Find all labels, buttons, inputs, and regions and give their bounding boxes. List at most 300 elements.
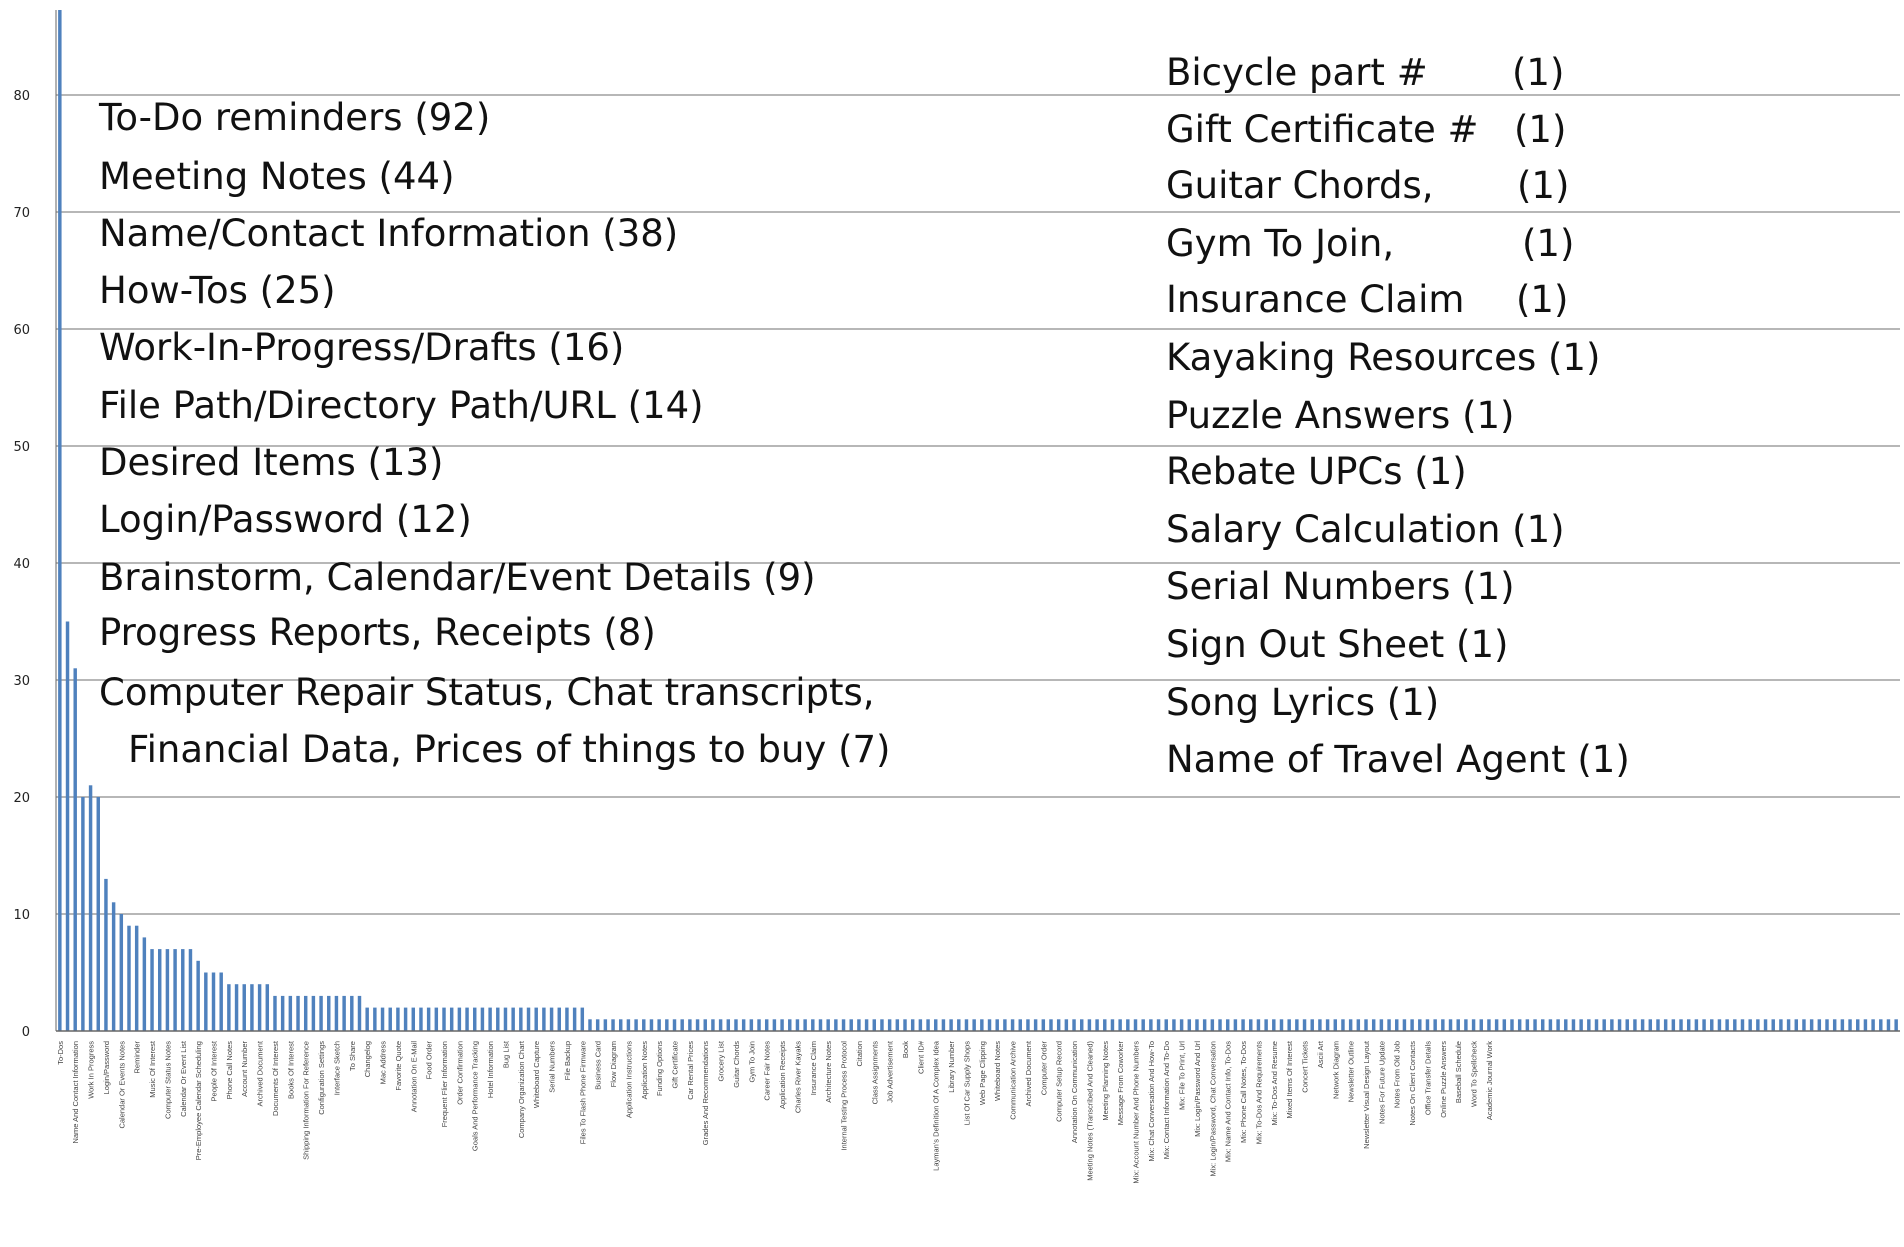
bar — [1779, 1019, 1782, 1031]
bar — [865, 1019, 868, 1031]
bar — [404, 1008, 407, 1031]
right-list-count: (1) — [1517, 164, 1570, 207]
x-tick-label: Car Rental Prices — [685, 1041, 695, 1100]
bar — [381, 1008, 384, 1031]
bar — [1679, 1019, 1682, 1031]
x-tick-label: Academic Journal Work — [1484, 1041, 1494, 1121]
x-tick-label: Configuration Settings — [317, 1041, 327, 1115]
bar — [911, 1019, 914, 1031]
x-tick-label: Citation — [854, 1041, 864, 1067]
bar — [1211, 1019, 1214, 1031]
bar — [1549, 1019, 1552, 1031]
bar — [227, 984, 230, 1031]
bar — [1564, 1019, 1567, 1031]
bar — [89, 785, 92, 1031]
bar — [1503, 1019, 1506, 1031]
bar — [1833, 1019, 1836, 1031]
y-tick-label: 50 — [13, 440, 30, 455]
left-list-item: Progress Reports, Receipts (8) — [99, 611, 656, 654]
bar — [450, 1008, 453, 1031]
bar — [1272, 1019, 1275, 1031]
bar — [1218, 1019, 1221, 1031]
bar — [1003, 1019, 1006, 1031]
bar — [350, 996, 353, 1031]
x-tick-label: Funding Options — [655, 1041, 665, 1097]
x-tick-label: Notes On Client Contacts — [1408, 1041, 1418, 1126]
bar — [1011, 1019, 1014, 1031]
bar — [873, 1019, 876, 1031]
left-list-item: Desired Items (13) — [99, 441, 444, 484]
bar — [1234, 1019, 1237, 1031]
x-tick-label: Concert Tickets — [1300, 1041, 1310, 1093]
bar — [66, 622, 69, 1032]
bar — [1848, 1019, 1851, 1031]
right-list-item: Rebate UPCs (1) — [1166, 450, 1467, 493]
bar — [1303, 1019, 1306, 1031]
bar — [742, 1019, 745, 1031]
x-tick-label: Notes From Old Job — [1392, 1041, 1402, 1109]
x-tick-label: Pre-Employee Calendar Scheduling — [194, 1041, 204, 1161]
bar — [1180, 1019, 1183, 1031]
bar — [581, 1008, 584, 1031]
bar — [619, 1019, 622, 1031]
bar — [527, 1008, 530, 1031]
x-tick-label: Mix: Login/Password And Url — [1192, 1041, 1202, 1137]
bar — [1287, 1019, 1290, 1031]
bar — [1264, 1019, 1267, 1031]
bar — [373, 1008, 376, 1031]
x-tick-label: Order Confirmation — [455, 1041, 465, 1105]
bar — [1894, 1019, 1897, 1031]
bar — [542, 1008, 545, 1031]
bar — [1249, 1019, 1252, 1031]
bar — [1095, 1019, 1098, 1031]
bar — [1203, 1019, 1206, 1031]
x-tick-label: Favorite Quote — [393, 1041, 403, 1091]
bar — [1364, 1019, 1367, 1031]
bar — [1080, 1019, 1083, 1031]
x-tick-label: Food Order — [424, 1041, 434, 1080]
bar — [673, 1019, 676, 1031]
bar — [312, 996, 315, 1031]
right-list-item: Guitar Chords, — [1166, 164, 1434, 207]
bar — [1410, 1019, 1413, 1031]
bar — [1695, 1019, 1698, 1031]
bar — [496, 1008, 499, 1031]
bar — [857, 1019, 860, 1031]
bar — [1165, 1019, 1168, 1031]
x-tick-label: Goals And Performance Tracking — [470, 1041, 480, 1152]
bar — [519, 1008, 522, 1031]
bar — [1042, 1019, 1045, 1031]
x-tick-label: Calendar Or Event List — [178, 1041, 188, 1117]
bar — [1380, 1019, 1383, 1031]
bar — [1126, 1019, 1129, 1031]
x-tick-label: Ascii Art — [1315, 1041, 1325, 1069]
bar — [1725, 1019, 1728, 1031]
x-tick-label: Frequent Flier Information — [440, 1041, 450, 1128]
bar — [358, 996, 361, 1031]
bar — [1748, 1019, 1751, 1031]
right-list-item: Song Lyrics (1) — [1166, 681, 1440, 724]
bar — [1825, 1019, 1828, 1031]
x-tick-label: Computer Setup Record — [1054, 1041, 1064, 1122]
bar — [319, 996, 322, 1031]
bar — [1103, 1019, 1106, 1031]
bar — [327, 996, 330, 1031]
bar — [335, 996, 338, 1031]
bar — [834, 1019, 837, 1031]
bar — [112, 902, 115, 1031]
bar — [1372, 1019, 1375, 1031]
bar — [419, 1008, 422, 1031]
bar — [826, 1019, 829, 1031]
bar — [1602, 1019, 1605, 1031]
bar — [1141, 1019, 1144, 1031]
x-tick-label: File Backup — [562, 1041, 572, 1081]
x-tick-label: Notes For Future Update — [1377, 1041, 1387, 1124]
right-list-item: Puzzle Answers (1) — [1166, 394, 1515, 437]
x-tick-label: Archived Document — [1023, 1041, 1033, 1107]
bar — [1019, 1019, 1022, 1031]
bar — [995, 1019, 998, 1031]
bar — [173, 949, 176, 1031]
x-tick-label: Baseball Schedule — [1454, 1041, 1464, 1104]
bar — [558, 1008, 561, 1031]
right-list-item: Sign Out Sheet (1) — [1166, 623, 1509, 666]
x-tick-label: Music Of Interest — [148, 1041, 158, 1098]
bar — [965, 1019, 968, 1031]
bar — [135, 926, 138, 1031]
bar — [1111, 1019, 1114, 1031]
x-tick-label: Newsletter Visual Design Layout — [1362, 1041, 1372, 1149]
bar — [1387, 1019, 1390, 1031]
x-tick-label: Office Transfer Details — [1423, 1041, 1433, 1116]
bar — [104, 879, 107, 1031]
bar — [1795, 1019, 1798, 1031]
bar — [1310, 1019, 1313, 1031]
bar — [926, 1019, 929, 1031]
bar — [1241, 1019, 1244, 1031]
bar — [657, 1019, 660, 1031]
x-tick-labels — [56, 1040, 1494, 1183]
bar — [1395, 1019, 1398, 1031]
left-list-item: Financial Data, Prices of things to buy (7) — [128, 728, 891, 771]
bar — [488, 1008, 491, 1031]
left-list-item: Name/Contact Information (38) — [99, 212, 679, 255]
x-tick-label: Newsletter Outline — [1346, 1041, 1356, 1103]
bar — [1357, 1019, 1360, 1031]
bar — [273, 996, 276, 1031]
bar — [342, 996, 345, 1031]
x-tick-label: Meeting Notes (Transcribed And Cleaned) — [1085, 1041, 1095, 1181]
bar — [704, 1019, 707, 1031]
bar — [465, 1008, 468, 1031]
bar — [1034, 1019, 1037, 1031]
y-tick-label: 70 — [13, 206, 30, 221]
bar — [1088, 1019, 1091, 1031]
bar — [1864, 1019, 1867, 1031]
bar — [849, 1019, 852, 1031]
bar — [903, 1019, 906, 1031]
x-tick-label: People Of Interest — [209, 1041, 219, 1102]
x-tick-label: To Share — [347, 1041, 357, 1072]
y-tick-label: 80 — [13, 89, 30, 104]
y-tick-label: 40 — [13, 557, 30, 572]
bar — [896, 1019, 899, 1031]
x-tick-label: Computer Status Notes — [163, 1041, 173, 1119]
bar — [365, 1008, 368, 1031]
bar — [127, 926, 130, 1031]
x-tick-label: Job Advertisement — [885, 1041, 895, 1103]
bar — [1764, 1019, 1767, 1031]
bar — [442, 1008, 445, 1031]
bar — [1641, 1019, 1644, 1031]
bar — [219, 973, 222, 1032]
bar — [296, 996, 299, 1031]
x-tick-label: Internal Testing Process Protocol — [839, 1041, 849, 1151]
bar — [711, 1019, 714, 1031]
bar — [1841, 1019, 1844, 1031]
x-tick-label: Communication Archive — [1008, 1041, 1018, 1120]
bar — [627, 1019, 630, 1031]
bar — [1626, 1019, 1629, 1031]
x-tick-label: Annotation On E-Mail — [409, 1041, 419, 1113]
bar — [949, 1019, 952, 1031]
bar — [196, 961, 199, 1031]
x-tick-label: Documents Of Interest — [270, 1041, 280, 1117]
bar — [281, 996, 284, 1031]
bar — [1526, 1019, 1529, 1031]
bar — [243, 984, 246, 1031]
bar — [258, 984, 261, 1031]
bar — [143, 937, 146, 1031]
bar — [1464, 1019, 1467, 1031]
bar — [588, 1019, 591, 1031]
bar — [1741, 1019, 1744, 1031]
bar — [1587, 1019, 1590, 1031]
bar — [1618, 1019, 1621, 1031]
bar — [942, 1019, 945, 1031]
right-list-item: Name of Travel Agent (1) — [1166, 738, 1630, 781]
x-tick-label: Class Assignments — [870, 1041, 880, 1105]
bar — [1687, 1019, 1690, 1031]
bar — [1433, 1019, 1436, 1031]
bar — [1341, 1019, 1344, 1031]
x-tick-label: Insurance Claim — [808, 1041, 818, 1096]
bar — [289, 996, 292, 1031]
right-list-item: Bicycle part # — [1166, 51, 1428, 94]
right-list-count: (1) — [1512, 51, 1565, 94]
x-tick-label: Mix: Account Number And Phone Numbers — [1131, 1041, 1141, 1184]
bar — [1349, 1019, 1352, 1031]
bar — [596, 1019, 599, 1031]
bar — [1057, 1019, 1060, 1031]
bar — [427, 1008, 430, 1031]
bar — [1403, 1019, 1406, 1031]
x-tick-label: Whiteboard Capture — [532, 1041, 542, 1109]
bar — [504, 1008, 507, 1031]
bar — [696, 1019, 699, 1031]
left-list-item: Login/Password (12) — [99, 498, 472, 541]
bar — [1771, 1019, 1774, 1031]
x-tick-label: Login/Password — [101, 1041, 111, 1095]
bar — [1195, 1019, 1198, 1031]
bar — [1134, 1019, 1137, 1031]
x-tick-label: Application Receipts — [778, 1041, 788, 1109]
y-tick-label: 20 — [13, 791, 30, 806]
x-tick-label: Books Of Interest — [286, 1041, 296, 1099]
bar — [773, 1019, 776, 1031]
left-list-item: Meeting Notes (44) — [99, 155, 455, 198]
left-list-item: How-Tos (25) — [99, 269, 336, 312]
bar — [650, 1019, 653, 1031]
x-tick-label: Serial Numbers — [547, 1041, 557, 1093]
bar — [1172, 1019, 1175, 1031]
bar — [803, 1019, 806, 1031]
x-tick-label: Archived Document — [255, 1041, 265, 1107]
bar — [181, 949, 184, 1031]
bar — [1572, 1019, 1575, 1031]
right-list-item: Kayaking Resources (1) — [1166, 336, 1601, 379]
x-tick-label: Changelog — [363, 1041, 373, 1078]
bar — [1787, 1019, 1790, 1031]
bar — [1702, 1019, 1705, 1031]
right-list-item: Salary Calculation (1) — [1166, 508, 1565, 551]
x-tick-label: Gym To Join — [747, 1041, 757, 1083]
x-tick-label: Mix: Login/Password, Chat Conversation — [1208, 1041, 1218, 1177]
bar — [1579, 1019, 1582, 1031]
x-tick-label: Network Diagram — [1331, 1041, 1341, 1099]
bar — [727, 1019, 730, 1031]
bar — [634, 1019, 637, 1031]
bar — [1533, 1019, 1536, 1031]
bar — [1226, 1019, 1229, 1031]
bar — [511, 1008, 514, 1031]
bar — [550, 1008, 553, 1031]
bar — [819, 1019, 822, 1031]
left-list-item: To-Do reminders (92) — [99, 96, 491, 139]
x-tick-label: Name And Contact Information — [71, 1041, 81, 1144]
bar — [1595, 1019, 1598, 1031]
bar — [250, 984, 253, 1031]
y-tick-label: 60 — [13, 323, 30, 338]
bar — [1426, 1019, 1429, 1031]
bar — [1072, 1019, 1075, 1031]
bar — [642, 1019, 645, 1031]
right-annotation-list — [1166, 51, 1630, 781]
x-tick-label: Mix: Phone Call Notes, To-Dos — [1239, 1041, 1249, 1143]
bar — [204, 973, 207, 1032]
y-tick-label: 0 — [21, 1025, 30, 1040]
bar — [1449, 1019, 1452, 1031]
bar — [1649, 1019, 1652, 1031]
bar — [611, 1019, 614, 1031]
x-tick-label: Online Puzzle Answers — [1438, 1041, 1448, 1118]
x-tick-label: Layman's Definition Of A Complex Idea — [931, 1041, 941, 1171]
x-tick-label: Application Notes — [639, 1041, 649, 1100]
bar — [235, 984, 238, 1031]
bar — [266, 984, 269, 1031]
bar — [750, 1019, 753, 1031]
bar — [1118, 1019, 1121, 1031]
x-tick-label: Whiteboard Notes — [993, 1041, 1003, 1102]
right-list-count: (1) — [1516, 278, 1569, 321]
bar — [734, 1019, 737, 1031]
bar — [1610, 1019, 1613, 1031]
bar — [1487, 1019, 1490, 1031]
bar — [972, 1019, 975, 1031]
x-tick-label: Meeting Planning Notes — [1100, 1041, 1110, 1121]
bar — [1756, 1019, 1759, 1031]
bar — [880, 1019, 883, 1031]
bar — [957, 1019, 960, 1031]
x-tick-label: Flow Diagram — [609, 1041, 619, 1088]
bar — [388, 1008, 391, 1031]
x-tick-label: List Of Car Supply Shops — [962, 1041, 972, 1126]
bar — [97, 797, 100, 1031]
bar — [81, 797, 84, 1031]
bar — [757, 1019, 760, 1031]
bar — [1802, 1019, 1805, 1031]
x-tick-label: Mix: Chat Conversation And How-To — [1146, 1041, 1156, 1162]
bar — [1672, 1019, 1675, 1031]
x-tick-label: Application Instructions — [624, 1041, 634, 1119]
x-tick-label: Gift Certificate — [670, 1041, 680, 1089]
x-tick-label: Mix: Name And Contact Info, To-Dos — [1223, 1041, 1233, 1163]
x-tick-label: Phone Call Notes — [224, 1041, 234, 1100]
y-tick-label: 30 — [13, 674, 30, 689]
x-tick-label: Client ID# — [916, 1041, 926, 1074]
x-tick-label: To-Dos — [55, 1041, 65, 1065]
bar — [473, 1008, 476, 1031]
bar — [58, 10, 61, 1031]
bar — [1480, 1019, 1483, 1031]
x-tick-label: Hotel Information — [486, 1041, 496, 1099]
bar — [573, 1008, 576, 1031]
right-list-item: Insurance Claim — [1166, 278, 1465, 321]
bar — [189, 949, 192, 1031]
right-list-item: Gift Certificate # — [1166, 108, 1479, 151]
bar — [212, 973, 215, 1032]
bar — [1664, 1019, 1667, 1031]
bar — [1810, 1019, 1813, 1031]
bar — [1495, 1019, 1498, 1031]
bar — [1334, 1019, 1337, 1031]
bar — [1518, 1019, 1521, 1031]
bar — [1541, 1019, 1544, 1031]
y-tick-label: 10 — [13, 908, 30, 923]
x-tick-label: Architecture Notes — [824, 1041, 834, 1103]
bar — [688, 1019, 691, 1031]
bar — [1710, 1019, 1713, 1031]
x-tick-label: Word To Spellcheck — [1469, 1041, 1479, 1108]
bar — [1818, 1019, 1821, 1031]
bar — [919, 1019, 922, 1031]
x-tick-label: Mac Address — [378, 1041, 388, 1085]
bar — [1856, 1019, 1859, 1031]
bar — [73, 668, 76, 1031]
bar — [1718, 1019, 1721, 1031]
x-tick-label: Annotation On Communication — [1070, 1041, 1080, 1144]
bar — [934, 1019, 937, 1031]
bar — [980, 1019, 983, 1031]
bar — [120, 914, 123, 1031]
left-list-item: File Path/Directory Path/URL (14) — [99, 384, 704, 427]
x-tick-label: Message From Coworker — [1116, 1041, 1126, 1126]
bar — [1887, 1019, 1890, 1031]
bar — [1556, 1019, 1559, 1031]
